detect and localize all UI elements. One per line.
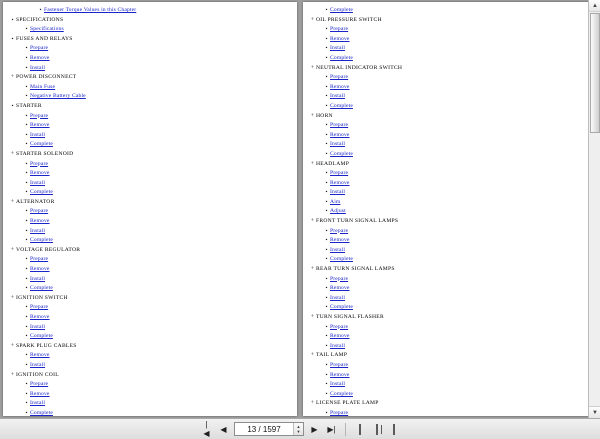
toc-link-label[interactable]: Install (330, 342, 346, 349)
bullet-icon: ▪ (25, 315, 28, 320)
toc-section[interactable] (309, 64, 591, 74)
toc-link-label[interactable]: Prepare (330, 409, 349, 416)
bullet-icon: ▪ (325, 94, 328, 100)
toc-entry[interactable] (309, 6, 591, 16)
toc-link-label[interactable]: Prepare (330, 74, 349, 81)
bullet-icon: ▪ (325, 410, 328, 416)
toc-entry[interactable] (9, 131, 291, 141)
expand-plus-icon[interactable]: + (310, 314, 315, 320)
toc-section-label: NEUTRAL INDICATOR SWITCH (316, 64, 403, 71)
toc-section[interactable] (309, 160, 591, 170)
toc-link-label[interactable]: Remove (330, 131, 350, 138)
toc-link-label[interactable]: Remove (30, 352, 50, 359)
toc-link-label[interactable]: Remove (330, 333, 350, 340)
toc-link-label[interactable]: Remove (30, 314, 50, 320)
toc-link-label[interactable]: Prepare (330, 361, 349, 368)
toc-link-label[interactable]: Negative Battery Cable (30, 93, 86, 100)
toc-entry[interactable] (9, 255, 291, 265)
toc-list-left (9, 6, 291, 416)
toc-entry[interactable] (9, 140, 291, 150)
toc-section-label: SPECIFICATIONS (16, 16, 64, 23)
bullet-icon: ▪ (25, 382, 28, 388)
bullet-icon: ▪ (325, 171, 328, 177)
toc-entry[interactable] (309, 54, 591, 64)
toc-link-label[interactable]: Complete (30, 237, 53, 244)
toc-section-label: HORN (316, 112, 333, 119)
toc-section[interactable] (309, 112, 591, 122)
toc-section[interactable] (309, 351, 591, 361)
expand-plus-icon[interactable]: + (10, 198, 15, 205)
bullet-icon: ▪ (25, 276, 28, 282)
toc-entry[interactable] (309, 342, 591, 352)
toc-link-label[interactable]: Prepare (30, 112, 49, 119)
bullet-icon: ▪ (325, 209, 328, 215)
toc-link-label[interactable]: Main Fuse (30, 83, 56, 90)
toc-link-label[interactable]: Complete (330, 150, 353, 157)
toc-entry[interactable] (9, 83, 291, 93)
bullet-icon: ▪ (11, 36, 14, 42)
bullet-icon: ▪ (325, 257, 328, 263)
toc-entry[interactable] (9, 64, 291, 74)
bullet-icon: ▪ (25, 305, 28, 311)
expand-plus-icon[interactable]: + (10, 74, 15, 81)
toc-entry[interactable] (9, 112, 291, 122)
toc-link-label[interactable]: Complete (330, 54, 353, 61)
toc-link-label[interactable]: Remove (330, 237, 350, 244)
toc-link-label[interactable]: Install (330, 45, 346, 52)
scrollbar-thumb[interactable] (590, 13, 600, 133)
bullet-icon: ▪ (325, 228, 328, 234)
bullet-icon: ▪ (25, 219, 28, 225)
toc-section[interactable] (9, 198, 291, 208)
toc-section[interactable] (9, 246, 291, 256)
first-page-button[interactable]: |◀ (200, 422, 213, 436)
toc-link-label[interactable]: Prepare (330, 323, 349, 330)
toc-link-label[interactable]: Prepare (330, 170, 349, 177)
bullet-icon: ▪ (325, 123, 328, 129)
bullet-icon: ▪ (25, 401, 28, 407)
toc-link-label[interactable]: Remove (330, 371, 350, 378)
toc-link-label[interactable]: Prepare (30, 45, 49, 52)
toc-link-label[interactable]: Complete (330, 7, 353, 13)
toc-link-label[interactable]: Install (30, 131, 46, 138)
toc-entry[interactable] (9, 390, 291, 400)
next-page-button[interactable]: ▶ (308, 422, 321, 436)
bullet-icon: ▪ (25, 27, 28, 33)
toc-section-label: TURN SIGNAL FLASHER (316, 314, 384, 320)
expand-plus-icon[interactable]: + (310, 400, 315, 407)
bullet-icon: ▪ (325, 190, 328, 196)
expand-plus-icon[interactable]: + (10, 371, 15, 378)
toc-link-label[interactable]: Prepare (330, 275, 349, 282)
bullet-icon: ▪ (39, 8, 42, 13)
toc-entry[interactable] (9, 399, 291, 409)
toc-entry[interactable] (9, 303, 291, 313)
toc-link-label[interactable]: Install (330, 294, 346, 301)
toc-entry[interactable] (309, 188, 591, 198)
bullet-icon: ▪ (25, 257, 28, 263)
toc-link-label[interactable]: Install (30, 275, 46, 282)
toc-entry[interactable] (9, 275, 291, 285)
bullet-icon: ▪ (25, 286, 28, 292)
toc-section[interactable] (309, 217, 591, 227)
toc-link-label[interactable]: Remove (30, 218, 50, 225)
toc-link-label[interactable]: Prepare (330, 26, 349, 33)
bullet-icon: ▪ (325, 305, 328, 311)
single-page-view-button[interactable] (353, 422, 366, 436)
bullet-icon: ▪ (325, 180, 328, 186)
bullet-icon: ▪ (25, 84, 28, 90)
toc-link-label[interactable]: Complete (330, 304, 353, 311)
toc-link-label[interactable]: Remove (330, 83, 350, 90)
expand-plus-icon[interactable]: + (10, 342, 15, 349)
toc-section-label: OIL PRESSURE SWITCH (316, 16, 382, 23)
two-page-icon (376, 424, 378, 435)
bullet-icon: ▪ (25, 190, 28, 196)
bullet-icon: ▪ (25, 410, 28, 416)
toc-section-label: REAR TURN SIGNAL LAMPS (316, 266, 395, 273)
toc-entry[interactable] (309, 92, 591, 102)
toc-section[interactable] (309, 16, 591, 26)
bullet-icon: ▪ (25, 228, 28, 234)
toc-entry[interactable] (309, 275, 591, 285)
bullet-icon: ▪ (25, 94, 28, 100)
expand-plus-icon[interactable]: + (310, 112, 315, 119)
continuous-view-button[interactable] (387, 422, 400, 436)
toc-entry[interactable] (309, 44, 591, 54)
expand-plus-icon[interactable]: + (310, 16, 315, 23)
toc-entry[interactable] (309, 140, 591, 150)
toc-entry[interactable] (309, 284, 591, 294)
toc-entry[interactable] (309, 207, 591, 217)
bullet-icon: ▪ (11, 17, 14, 23)
toc-link-label[interactable]: Remove (30, 266, 50, 273)
two-page-view-button[interactable] (370, 422, 383, 436)
bullet-icon: ▪ (325, 84, 328, 90)
bullet-icon: ▪ (25, 353, 28, 359)
toc-entry[interactable] (309, 150, 591, 160)
bullet-icon: ▪ (25, 362, 28, 368)
toc-section[interactable] (9, 294, 291, 304)
toc-link-label[interactable]: Specifications (30, 26, 64, 33)
toc-section-label: FRONT TURN SIGNAL LAMPS (316, 218, 399, 225)
toc-link-label[interactable]: Complete (30, 285, 53, 292)
last-page-button[interactable]: ▶| (325, 422, 338, 436)
spinner-down-icon[interactable]: ▼ (296, 429, 301, 434)
toc-entry[interactable] (309, 390, 591, 400)
bullet-icon: ▪ (25, 123, 28, 129)
toc-entry[interactable] (309, 35, 591, 45)
toc-entry[interactable] (9, 236, 291, 246)
bullet-icon: ▪ (325, 8, 328, 13)
toc-entry[interactable] (9, 54, 291, 64)
toc-link-label[interactable]: Adjust (330, 208, 346, 215)
toc-section-label: HEADLAMP (316, 160, 350, 167)
toc-section-label: FUSES AND RELAYS (16, 35, 73, 42)
bullet-icon: ▪ (25, 324, 28, 330)
bullet-icon: ▪ (25, 334, 28, 340)
toc-link-label[interactable]: Prepare (330, 227, 349, 234)
page-spinner[interactable] (293, 423, 303, 435)
toc-section-label: SPARK PLUG CABLES (16, 342, 77, 349)
toc-entry[interactable] (309, 131, 591, 141)
toc-entry[interactable] (309, 371, 591, 381)
toc-entry[interactable] (309, 323, 591, 333)
toc-entry[interactable] (309, 198, 591, 208)
bullet-icon: ▪ (325, 132, 328, 138)
expand-plus-icon[interactable]: + (310, 266, 315, 273)
toc-link-label[interactable]: Install (330, 381, 346, 388)
page-left[interactable] (3, 2, 297, 416)
toc-link-label[interactable]: Complete (330, 256, 353, 263)
toc-link-label[interactable]: Remove (330, 285, 350, 292)
bullet-icon: ▪ (325, 199, 328, 205)
toc-link-label[interactable]: Install (30, 179, 46, 186)
previous-page-button[interactable]: ◀ (217, 422, 230, 436)
toc-section-label: IGNITION COIL (16, 371, 59, 378)
toc-section-label: STARTER (16, 102, 42, 109)
toc-link-label[interactable]: Complete (330, 390, 353, 397)
toc-entry[interactable] (9, 207, 291, 217)
toc-link-label[interactable]: Complete (30, 333, 53, 340)
viewer-toolbar (0, 418, 600, 439)
bullet-icon: ▪ (325, 36, 328, 42)
toc-link-label[interactable]: Prepare (330, 122, 349, 129)
toc-link-label[interactable]: Install (330, 141, 346, 148)
bullet-icon: ▪ (325, 343, 328, 349)
toc-link-label[interactable]: Remove (30, 390, 50, 397)
bullet-icon: ▪ (325, 334, 328, 340)
spinner-up-icon[interactable]: ▲ (296, 424, 301, 429)
toc-entry[interactable] (9, 323, 291, 333)
toc-entry[interactable] (9, 265, 291, 275)
toc-link-label[interactable]: Prepare (30, 304, 49, 311)
toc-entry[interactable] (309, 227, 591, 237)
toc-link-label[interactable]: Complete (330, 102, 353, 109)
toc-link-label[interactable]: Remove (30, 170, 50, 177)
toc-section[interactable] (9, 102, 291, 112)
single-page-icon (359, 424, 361, 435)
toc-section[interactable] (9, 371, 291, 381)
toc-link-label[interactable]: Prepare (30, 208, 49, 215)
toc-link-label[interactable]: Install (30, 400, 46, 407)
toc-entry[interactable] (9, 121, 291, 131)
bullet-icon: ▪ (325, 142, 328, 148)
toc-link-label[interactable]: Aim (330, 198, 341, 205)
toc-entry[interactable] (9, 160, 291, 170)
toc-link-label[interactable]: Install (330, 93, 346, 100)
toc-entry[interactable] (9, 179, 291, 189)
toc-section-label: TAIL LAMP (316, 352, 348, 359)
bullet-icon: ▪ (25, 238, 28, 244)
bullet-icon: ▪ (325, 286, 328, 292)
toc-entry[interactable] (309, 303, 591, 313)
bullet-icon: ▪ (325, 324, 328, 330)
toc-entry[interactable] (9, 351, 291, 361)
bullet-icon: ▪ (325, 75, 328, 81)
continuous-scroll-icon (393, 424, 395, 435)
expand-plus-icon[interactable]: + (310, 64, 315, 71)
toc-list-right (309, 6, 591, 416)
toc-entry[interactable] (309, 409, 591, 416)
scroll-up-arrow[interactable]: ▲ (589, 0, 600, 12)
toc-entry[interactable] (309, 255, 591, 265)
bullet-icon: ▪ (325, 247, 328, 253)
toc-link-label[interactable]: Complete (30, 409, 53, 416)
scroll-down-arrow[interactable]: ▼ (589, 406, 600, 418)
expand-plus-icon[interactable]: + (10, 150, 15, 157)
bullet-icon: ▪ (11, 103, 14, 109)
toc-entry[interactable] (9, 227, 291, 237)
toc-link-label[interactable]: Install (330, 246, 346, 253)
bullet-icon: ▪ (25, 267, 28, 273)
bullet-icon: ▪ (325, 295, 328, 301)
toc-entry[interactable] (9, 409, 291, 416)
bullet-icon: ▪ (325, 382, 328, 388)
toc-entry[interactable] (309, 73, 591, 83)
toc-entry[interactable] (9, 92, 291, 102)
bullet-icon: ▪ (325, 372, 328, 378)
toc-entry[interactable] (9, 25, 291, 35)
bullet-icon: ▪ (325, 391, 328, 397)
bullet-icon: ▪ (325, 362, 328, 368)
toc-link-label[interactable]: Remove (330, 179, 350, 186)
bullet-icon: ▪ (25, 113, 28, 119)
expand-plus-icon[interactable]: + (310, 218, 315, 225)
toc-entry[interactable] (309, 179, 591, 189)
toc-link-label[interactable]: Remove (330, 35, 350, 42)
toc-section[interactable] (9, 73, 291, 83)
bullet-icon: ▪ (25, 171, 28, 177)
toc-section-label: ALTERNATOR (16, 198, 55, 205)
bullet-icon: ▪ (25, 55, 28, 61)
bullet-icon: ▪ (325, 103, 328, 109)
toc-link-label[interactable]: Fastener Torque Values in this Chapter (44, 7, 137, 13)
toc-section-label: IGNITION SWITCH (16, 294, 68, 301)
expand-plus-icon[interactable]: + (10, 294, 15, 301)
toc-link-label[interactable]: Remove (30, 54, 50, 61)
bullet-icon: ▪ (25, 161, 28, 167)
toc-link-label[interactable]: Complete (30, 141, 53, 148)
toc-entry[interactable] (9, 6, 291, 16)
expand-plus-icon[interactable]: + (10, 246, 15, 253)
bullet-icon: ▪ (25, 46, 28, 52)
toc-entry[interactable] (9, 361, 291, 371)
toc-entry[interactable] (309, 25, 591, 35)
toc-link-label[interactable]: Install (30, 323, 46, 330)
toc-link-label[interactable]: Prepare (30, 381, 49, 388)
bullet-icon: ▪ (325, 27, 328, 33)
toc-link-label[interactable]: Install (30, 227, 46, 234)
bullet-icon: ▪ (325, 55, 328, 61)
toc-link-label[interactable]: Complete (30, 189, 53, 196)
toc-link-label[interactable]: Install (30, 64, 46, 71)
bullet-icon: ▪ (325, 276, 328, 282)
page-number-box[interactable] (234, 422, 304, 436)
bullet-icon: ▪ (25, 391, 28, 397)
vertical-scrollbar[interactable] (588, 0, 600, 418)
toolbar-divider (345, 423, 346, 436)
bullet-icon: ▪ (325, 46, 328, 52)
toc-section[interactable] (9, 35, 291, 45)
toc-link-label[interactable]: Remove (30, 122, 50, 129)
toc-entry[interactable] (309, 102, 591, 112)
toc-section[interactable] (309, 313, 591, 323)
toc-entry[interactable] (309, 332, 591, 342)
bullet-icon: ▪ (25, 132, 28, 138)
toc-section[interactable] (9, 150, 291, 160)
toc-entry[interactable] (309, 246, 591, 256)
page-right[interactable] (303, 2, 597, 416)
toc-section[interactable] (309, 399, 591, 409)
toc-section[interactable] (9, 16, 291, 26)
bullet-icon: ▪ (25, 142, 28, 148)
bullet-icon: ▪ (25, 209, 28, 215)
bullet-icon: ▪ (25, 180, 28, 186)
toc-entry[interactable] (9, 44, 291, 54)
toc-entry[interactable] (309, 380, 591, 390)
toc-section[interactable] (9, 342, 291, 352)
toc-entry[interactable] (9, 332, 291, 342)
toc-section-label: STARTER SOLENOID (16, 150, 74, 157)
expand-plus-icon[interactable]: + (310, 160, 315, 167)
toc-section-label: POWER DISCONNECT (16, 74, 77, 81)
toc-entry[interactable] (9, 284, 291, 294)
toc-link-label[interactable]: Prepare (30, 160, 49, 167)
toc-section-label: VOLTAGE REGULATOR (16, 246, 81, 253)
toc-entry[interactable] (9, 217, 291, 227)
toc-entry[interactable] (309, 294, 591, 304)
page-number-input[interactable] (235, 423, 293, 435)
toc-link-label[interactable]: Prepare (30, 256, 49, 263)
toc-entry[interactable] (309, 236, 591, 246)
toc-entry[interactable] (309, 361, 591, 371)
toc-entry[interactable] (9, 313, 291, 323)
bullet-icon: ▪ (25, 65, 28, 71)
toc-section[interactable] (309, 265, 591, 275)
toc-entry[interactable] (9, 169, 291, 179)
toc-section-label: LICENSE PLATE LAMP (316, 400, 379, 407)
toc-entry[interactable] (309, 121, 591, 131)
toc-link-label[interactable]: Install (30, 361, 46, 368)
toc-entry[interactable] (9, 188, 291, 198)
bullet-icon: ▪ (325, 238, 328, 244)
toc-link-label[interactable]: Install (330, 189, 346, 196)
toc-entry[interactable] (309, 83, 591, 93)
toc-entry[interactable] (9, 380, 291, 390)
toc-entry[interactable] (309, 169, 591, 179)
bullet-icon: ▪ (325, 151, 328, 157)
expand-plus-icon[interactable]: + (310, 352, 315, 359)
